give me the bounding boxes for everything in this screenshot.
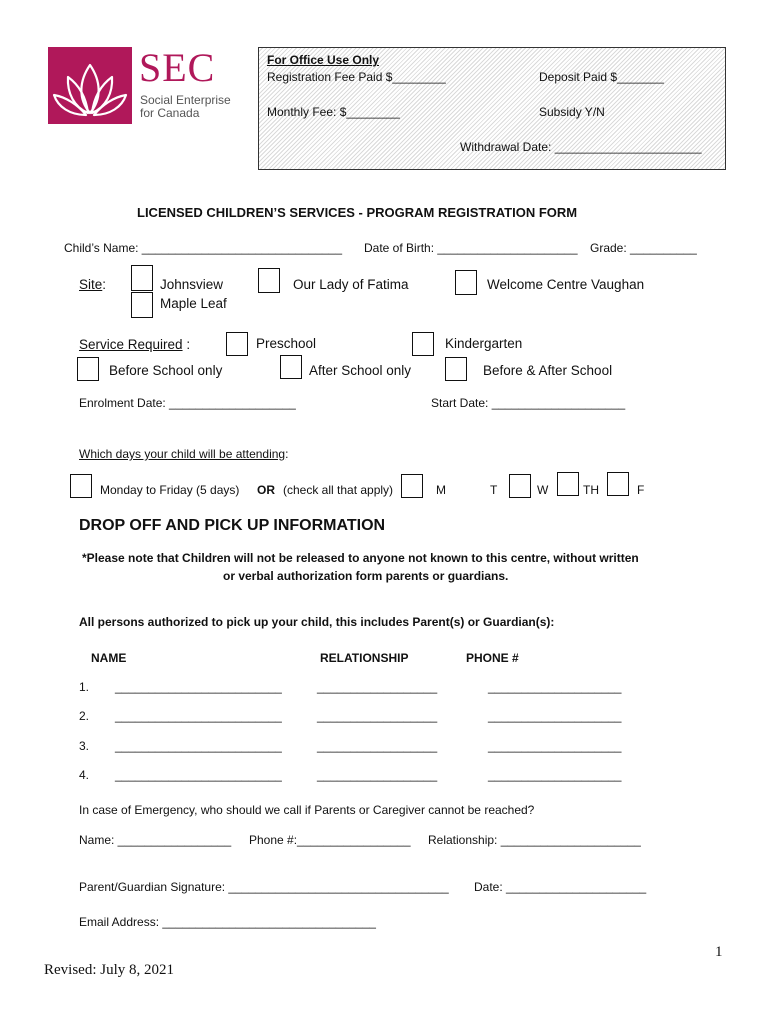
row-relationship-field[interactable]: __________________ bbox=[317, 709, 438, 723]
logo-wordmark: SEC bbox=[139, 45, 216, 90]
row-number: 1. bbox=[79, 680, 90, 694]
form-title: LICENSED CHILDREN’S SERVICES - PROGRAM REGISTRATION FORM bbox=[137, 205, 578, 220]
date-of-birth-field[interactable]: Date of Birth: _____________________ bbox=[364, 241, 578, 255]
dropoff-note-line1: *Please note that Children will not be released to anyone not known to this centre, without written bbox=[82, 551, 639, 565]
deposit-field[interactable]: Deposit Paid $_______ bbox=[539, 70, 664, 84]
day-m-label: M bbox=[436, 483, 446, 497]
column-phone: PHONE # bbox=[466, 651, 519, 665]
column-name: NAME bbox=[91, 651, 127, 665]
service-required-label: Service Required : bbox=[79, 337, 191, 352]
monday-to-friday-checkbox[interactable] bbox=[70, 474, 92, 498]
site-our-lady-label: Our Lady of Fatima bbox=[293, 277, 409, 292]
site-maple-leaf-checkbox[interactable] bbox=[131, 292, 153, 318]
revised-date: Revised: July 8, 2021 bbox=[44, 962, 174, 978]
emergency-question: In case of Emergency, who should we call if Parents or Caregiver cannot be reached? bbox=[79, 803, 535, 817]
grade-field[interactable]: Grade: __________ bbox=[590, 241, 697, 255]
emergency-name-field[interactable]: Name: _________________ bbox=[79, 833, 232, 847]
days-label: Which days your child will be attending: bbox=[79, 447, 289, 461]
registration-fee-field[interactable]: Registration Fee Paid $________ bbox=[267, 70, 446, 84]
row-relationship-field[interactable]: __________________ bbox=[317, 739, 438, 753]
day-m-checkbox[interactable] bbox=[401, 474, 423, 498]
row-phone-field[interactable]: ____________________ bbox=[488, 680, 622, 694]
service-before-school-checkbox[interactable] bbox=[77, 357, 99, 381]
authorized-persons-label: All persons authorized to pick up your child, this includes Parent(s) or Guardian(s): bbox=[79, 615, 555, 629]
row-name-field[interactable]: _________________________ bbox=[115, 768, 282, 782]
row-number: 2. bbox=[79, 709, 90, 723]
child-name-field[interactable]: Child’s Name: ______________________________ bbox=[64, 241, 343, 255]
row-phone-field[interactable]: ____________________ bbox=[488, 709, 622, 723]
row-name-field[interactable]: _________________________ bbox=[115, 739, 282, 753]
row-number: 3. bbox=[79, 739, 90, 753]
subsidy-field[interactable]: Subsidy Y/N bbox=[539, 105, 605, 119]
page-number: 1 bbox=[715, 944, 723, 960]
enrolment-date-field[interactable]: Enrolment Date: ___________________ bbox=[79, 396, 296, 410]
withdrawal-date-field[interactable]: Withdrawal Date: ______________________ bbox=[460, 140, 702, 154]
email-field[interactable]: Email Address: ________________________________ bbox=[79, 915, 376, 929]
emergency-phone-field[interactable]: Phone #:_________________ bbox=[249, 833, 411, 847]
row-phone-field[interactable]: ____________________ bbox=[488, 768, 622, 782]
column-relationship: RELATIONSHIP bbox=[320, 651, 409, 665]
row-relationship-field[interactable]: __________________ bbox=[317, 768, 438, 782]
sec-logo-mark bbox=[48, 47, 132, 124]
site-label: Site: bbox=[79, 277, 107, 292]
signature-field[interactable]: Parent/Guardian Signature: _________________________________ bbox=[79, 880, 449, 894]
logo-subtitle bbox=[140, 94, 231, 120]
service-before-after-checkbox[interactable] bbox=[445, 357, 467, 381]
day-w-label: W bbox=[537, 483, 549, 497]
service-kindergarten-label: Kindergarten bbox=[445, 336, 523, 351]
emergency-relationship-field[interactable]: Relationship: _____________________ bbox=[428, 833, 641, 847]
day-f-label: F bbox=[637, 483, 645, 497]
day-t-label: T bbox=[490, 483, 498, 497]
site-maple-leaf-label: Maple Leaf bbox=[160, 296, 227, 311]
office-use-box bbox=[258, 47, 726, 170]
day-th-label: TH bbox=[583, 483, 599, 497]
monday-to-friday-label: Monday to Friday (5 days) bbox=[100, 483, 240, 497]
row-relationship-field[interactable]: __________________ bbox=[317, 680, 438, 694]
site-our-lady-checkbox[interactable] bbox=[258, 268, 280, 293]
row-name-field[interactable]: _________________________ bbox=[115, 709, 282, 723]
service-kindergarten-checkbox[interactable] bbox=[412, 332, 434, 356]
service-preschool-label: Preschool bbox=[256, 336, 317, 351]
site-johnsview-checkbox[interactable] bbox=[131, 265, 153, 291]
service-preschool-checkbox[interactable] bbox=[226, 332, 248, 356]
logo-subtitle-line1: Social Enterprise bbox=[140, 93, 231, 107]
or-label: OR bbox=[257, 483, 275, 497]
site-welcome-centre-checkbox[interactable] bbox=[455, 270, 477, 295]
row-number: 4. bbox=[79, 768, 90, 782]
day-th-checkbox[interactable] bbox=[607, 472, 629, 496]
row-phone-field[interactable]: ____________________ bbox=[488, 739, 622, 753]
service-after-school-checkbox[interactable] bbox=[280, 355, 302, 379]
site-welcome-centre-label: Welcome Centre Vaughan bbox=[487, 277, 645, 292]
service-before-after-label: Before & After School bbox=[483, 363, 613, 378]
dropoff-note-line2: or verbal authorization form parents or guardians. bbox=[223, 569, 509, 583]
logo-subtitle-line2: for Canada bbox=[140, 106, 200, 120]
signature-date-field[interactable]: Date: _____________________ bbox=[474, 880, 647, 894]
monthly-fee-field[interactable]: Monthly Fee: $________ bbox=[267, 105, 400, 119]
site-johnsview-label: Johnsview bbox=[160, 277, 224, 292]
service-after-school-label: After School only bbox=[309, 363, 412, 378]
row-name-field[interactable]: _________________________ bbox=[115, 680, 282, 694]
dropoff-heading: DROP OFF AND PICK UP INFORMATION bbox=[79, 517, 386, 534]
office-heading: For Office Use Only bbox=[267, 53, 380, 67]
day-w-checkbox[interactable] bbox=[557, 472, 579, 496]
check-all-label: (check all that apply) bbox=[283, 483, 394, 497]
service-before-school-label: Before School only bbox=[109, 363, 223, 378]
day-t-checkbox[interactable] bbox=[509, 474, 531, 498]
start-date-field[interactable]: Start Date: ____________________ bbox=[431, 396, 626, 410]
lotus-icon bbox=[48, 47, 132, 124]
